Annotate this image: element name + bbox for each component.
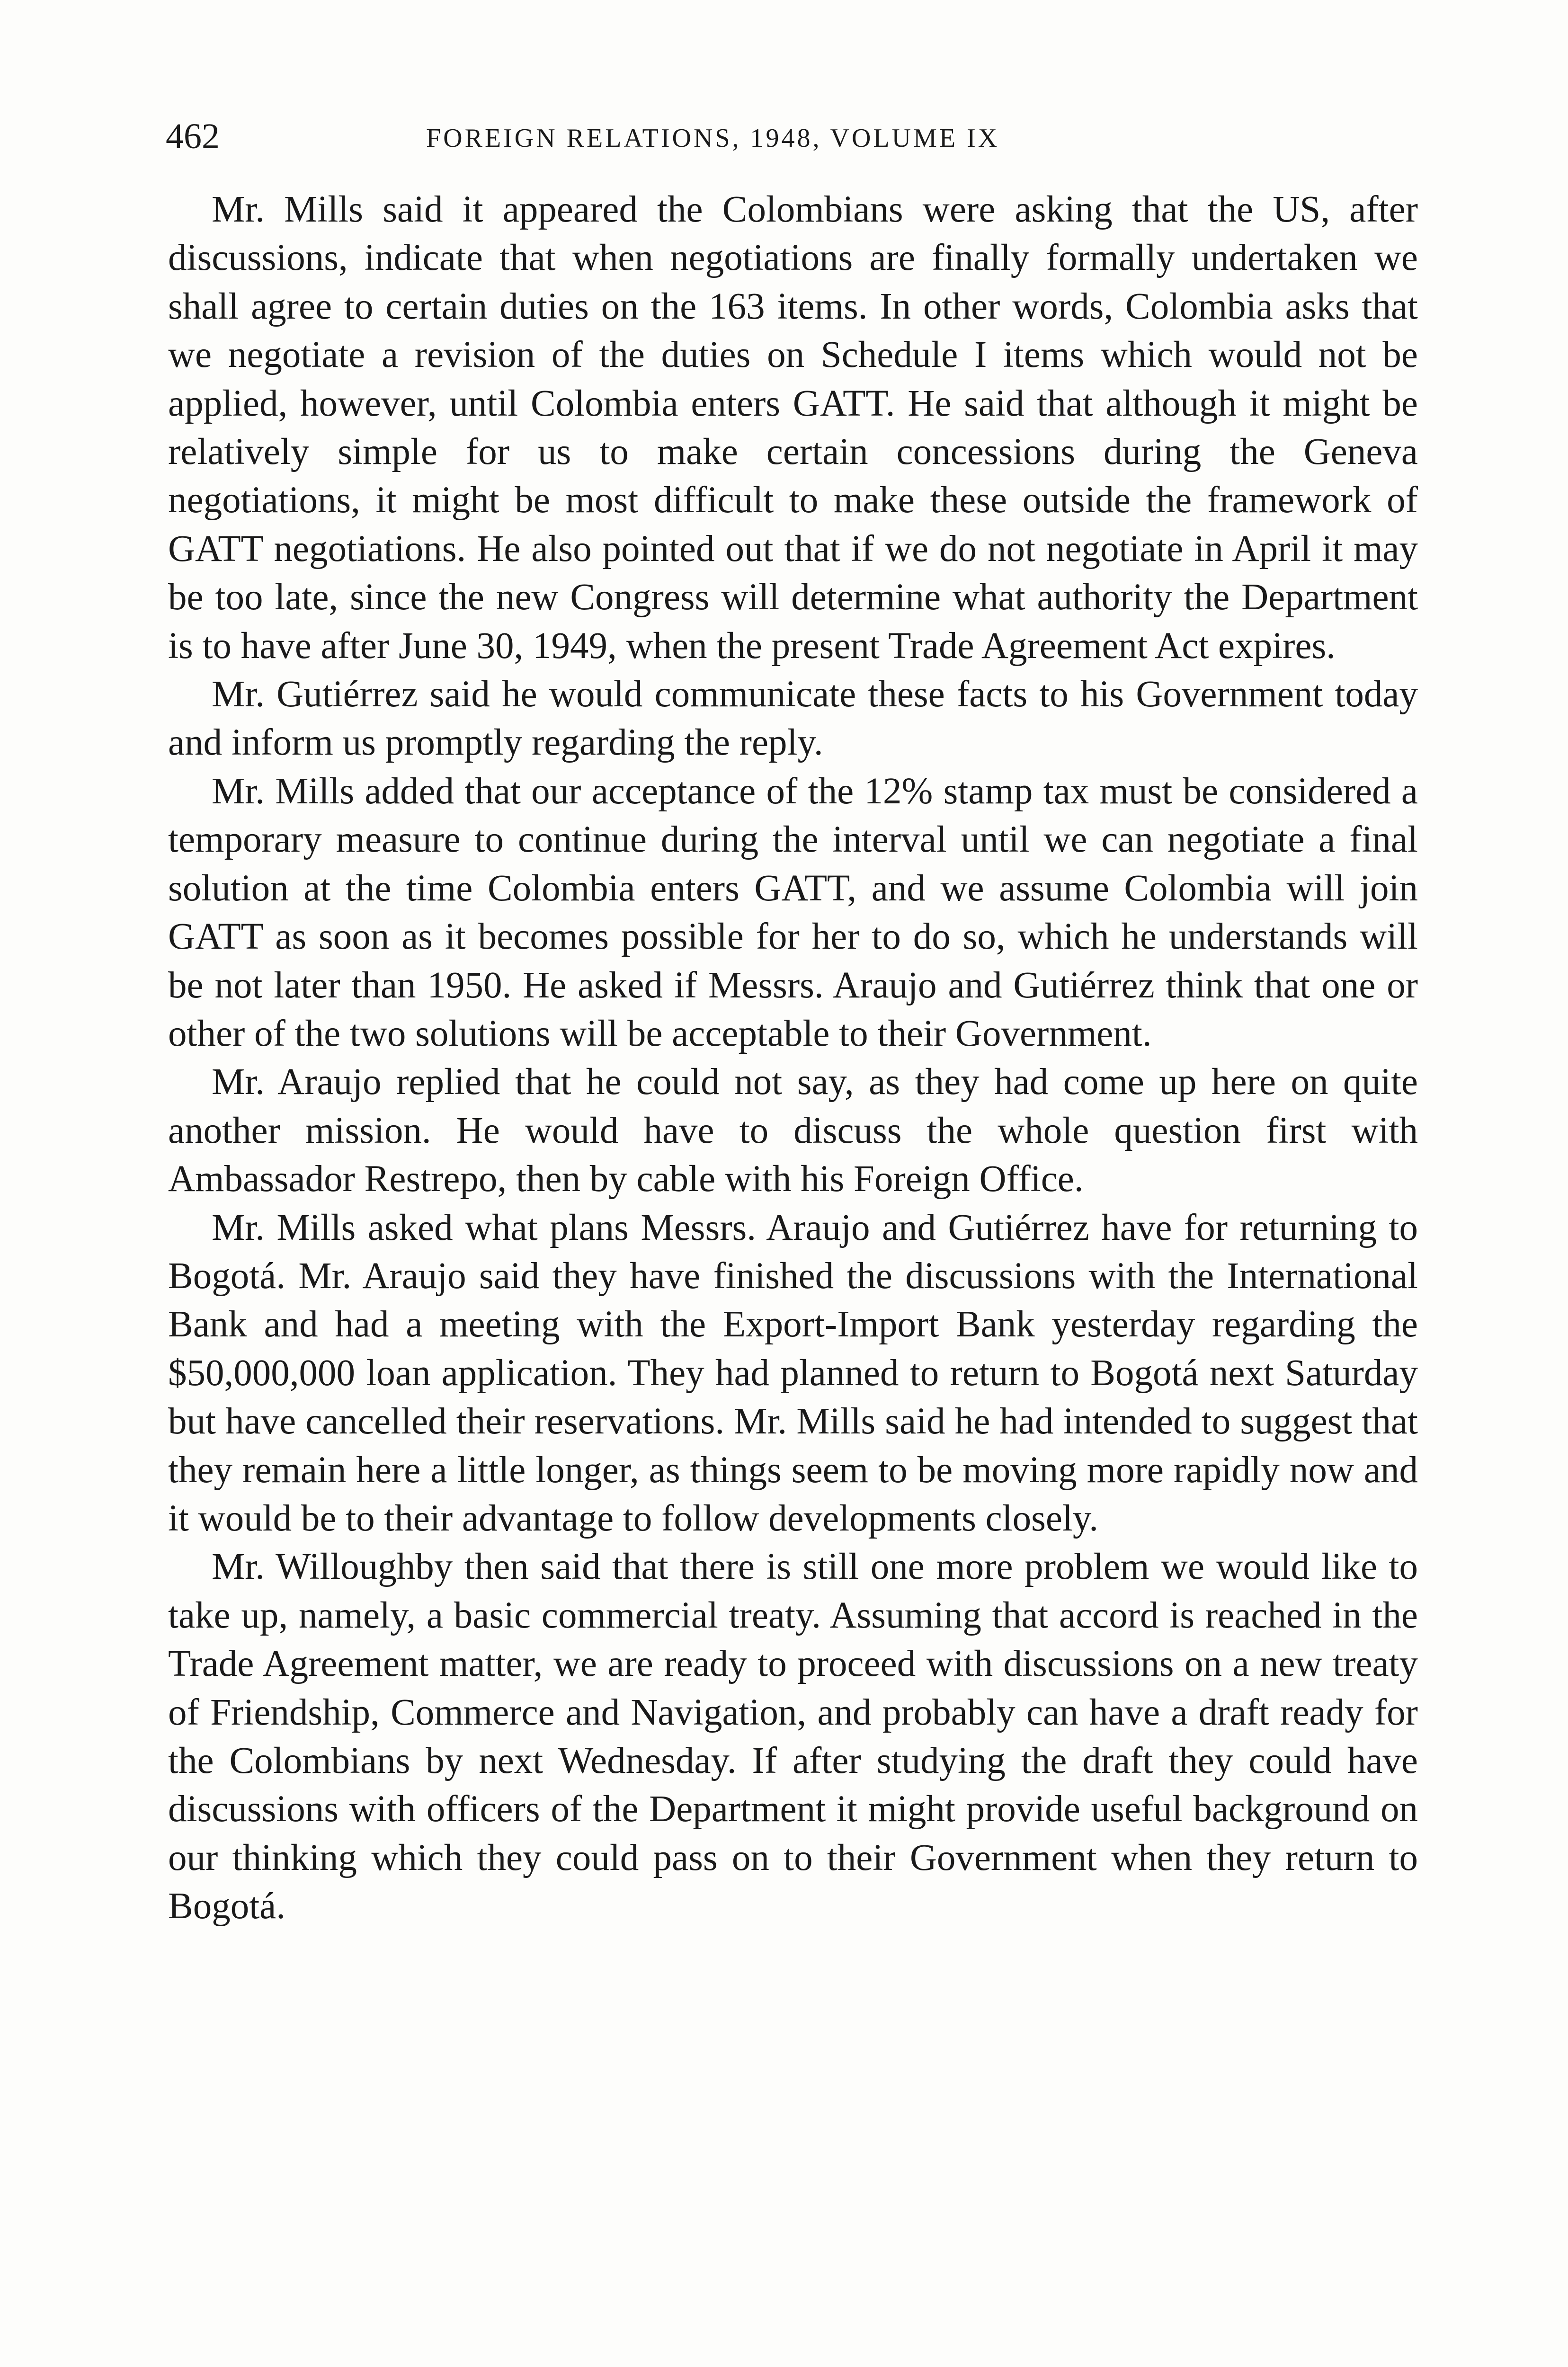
paragraph-willoughby-treaty: Mr. Willoughby then said that there is still one more problem we would like to take up, namely, a basic commercial treaty. Assuming that accord is reached in the Trade Agreement matter, we are ready to proceed with discussions on a new treaty of Friendship, Commerce and Navigation, and probably can have a draft ready for the Colombians by next Wednesday. If after studying the draft they could have discussions with officers of the Department it might provide useful background on our thinking which they could pass on to their Government when they return to Bogotá.: [168, 1546, 1418, 1927]
paragraph-araujo-reply: Mr. Araujo replied that he could not say, as they had come up here on quite another mission. He would have to discuss the whole question first with Ambassador Restrepo, then by cable with his Foreign Office.: [168, 1061, 1418, 1200]
paragraph-mills-colombians-asking: Mr. Mills said it appeared the Colombians were asking that the US, after discussions, indicate that when negotiations are finally formally undertaken we shall agree to certain duties on the 163 items. In other words, Colombia asks that we negotiate a revision of the duties on Schedule I items which would not be applied, however, until Colombia enters GATT. He said that although it might be relatively simple for us to make certain concessions during the Geneva negotiations, it might be most difficult to make these outside the framework of GATT negotiations. He also pointed out that if we do not negotiate in April it may be too late, since the new Congress will determine what authority the Department is to have after June 30, 1949, when the present Trade Agreement Act expires.: [168, 189, 1418, 667]
paragraph-gutierrez-communicate: Mr. Gutiérrez said he would communicate these facts to his Government today and inform us promptly regarding the reply.: [168, 674, 1418, 764]
paragraph-return-to-bogota: Mr. Mills asked what plans Messrs. Araujo and Gutiérrez have for returning to Bogotá. Mr. Araujo said they have finished the discussions with the International Bank and had a meeting with the Export-Import Bank yesterday regarding the $50,000,000 loan application. They had planned to return to Bogotá next Saturday but have cancelled their reservations. Mr. Mills said he had intended to suggest that they remain here a little longer, as things seem to be moving more rapidly now and it would be to their advantage to follow developments closely.: [168, 1207, 1418, 1539]
page-number: 462: [166, 116, 220, 156]
paragraph-mills-stamp-tax: Mr. Mills added that our acceptance of the 12% stamp tax must be considered a temporary measure to continue during the interval until we can negotiate a final solution at the time Colombia enters GATT, and we assume Colombia will join GATT as soon as it becomes possible for her to do so, which he understands will be not later than 1950. He asked if Messrs. Araujo and Gutiérrez think that one or other of the two solutions will be acceptable to their Government.: [168, 770, 1418, 1054]
body-text: [168, 186, 1418, 1931]
running-head: FOREIGN RELATIONS, 1948, VOLUME IX: [426, 124, 1000, 153]
page-header: [166, 113, 1420, 165]
